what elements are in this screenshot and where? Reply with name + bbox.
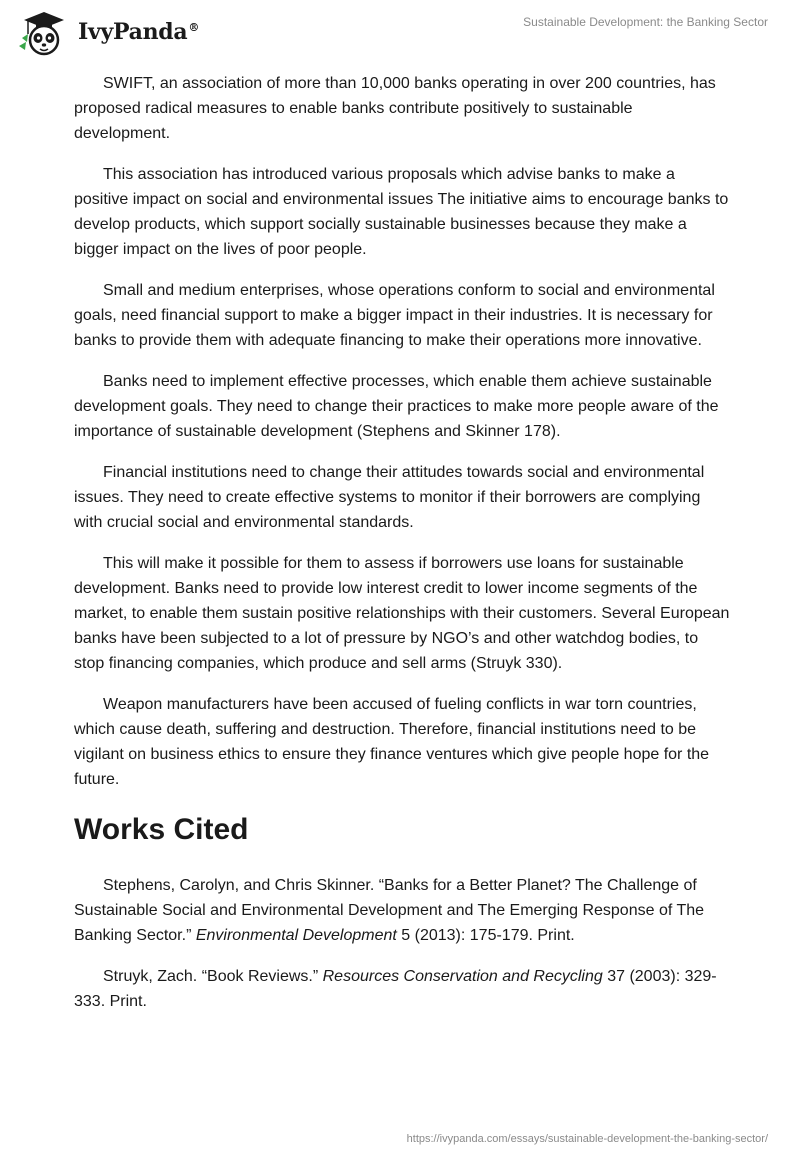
paragraph: Weapon manufacturers have been accused of fueling conflicts in war torn countries, which cause death, suffering and destruction. Therefore, financial institutions need to be vigilant on business ethics to ensure they finance ventures which give people hope for the future.	[74, 696, 710, 788]
document-title: Sustainable Development: the Banking Sector	[523, 15, 768, 29]
works-cited-heading: Works Cited	[74, 813, 249, 846]
paragraph: This will make it possible for them to assess if borrowers use loans for sustainable development. Banks need to provide low interest credit to lower income segments of the market, to enable them sustain positive relationships with their customers. Several European banks have been subjected to a lot of pressure by NGO’s and other watchdog bodies, to stop financing companies, which produce and sell arms (Struyk 330).	[74, 555, 730, 672]
page-header	[0, 0, 800, 64]
paragraph: Financial institutions need to change their attitudes towards social and environmental issues. They need to create effective systems to monitor if their borrowers are complying with crucial social and environmental standards.	[74, 464, 705, 531]
reference-entry: Stephens, Carolyn, and Chris Skinner. “Banks for a Better Planet? The Challenge of Sustainable Social and Environmental Development and The Emerging Response of The Banking Sector.” Environmental Development 5 (2013): 175-179. Print.	[74, 877, 705, 944]
paragraph: Banks need to implement effective processes, which enable them achieve sustainable development goals. They need to change their practices to make more people aware of the importance of sustainable development (Stephens and Skinner 178).	[74, 373, 719, 440]
ivypanda-logo[interactable]	[14, 8, 199, 56]
essay-body	[74, 71, 730, 1030]
reference-entry: Struyk, Zach. “Book Reviews.” Resources Conservation and Recycling 37 (2003): 329-333. Print.	[74, 968, 717, 1010]
paragraph: This association has introduced various proposals which advise banks to make a positive impact on social and environmental issues The initiative aims to encourage banks to develop products, which support socially sustainable businesses because they make a bigger impact on the lives of poor people.	[74, 166, 729, 258]
source-url-link[interactable]: https://ivypanda.com/essays/sustainable-development-the-banking-sector/	[406, 1133, 768, 1145]
panda-logo-icon	[14, 8, 72, 56]
paragraph: SWIFT, an association of more than 10,000 banks operating in over 200 countries, has proposed radical measures to enable banks contribute positively to sustainable development.	[74, 75, 716, 142]
logo-wordmark: IvyPanda®	[78, 19, 200, 45]
paragraph: Small and medium enterprises, whose operations conform to social and environmental goals, need financial support to make a bigger impact in their industries. It is necessary for banks to provide them with adequate financing to make their operations more innovative.	[74, 282, 715, 349]
